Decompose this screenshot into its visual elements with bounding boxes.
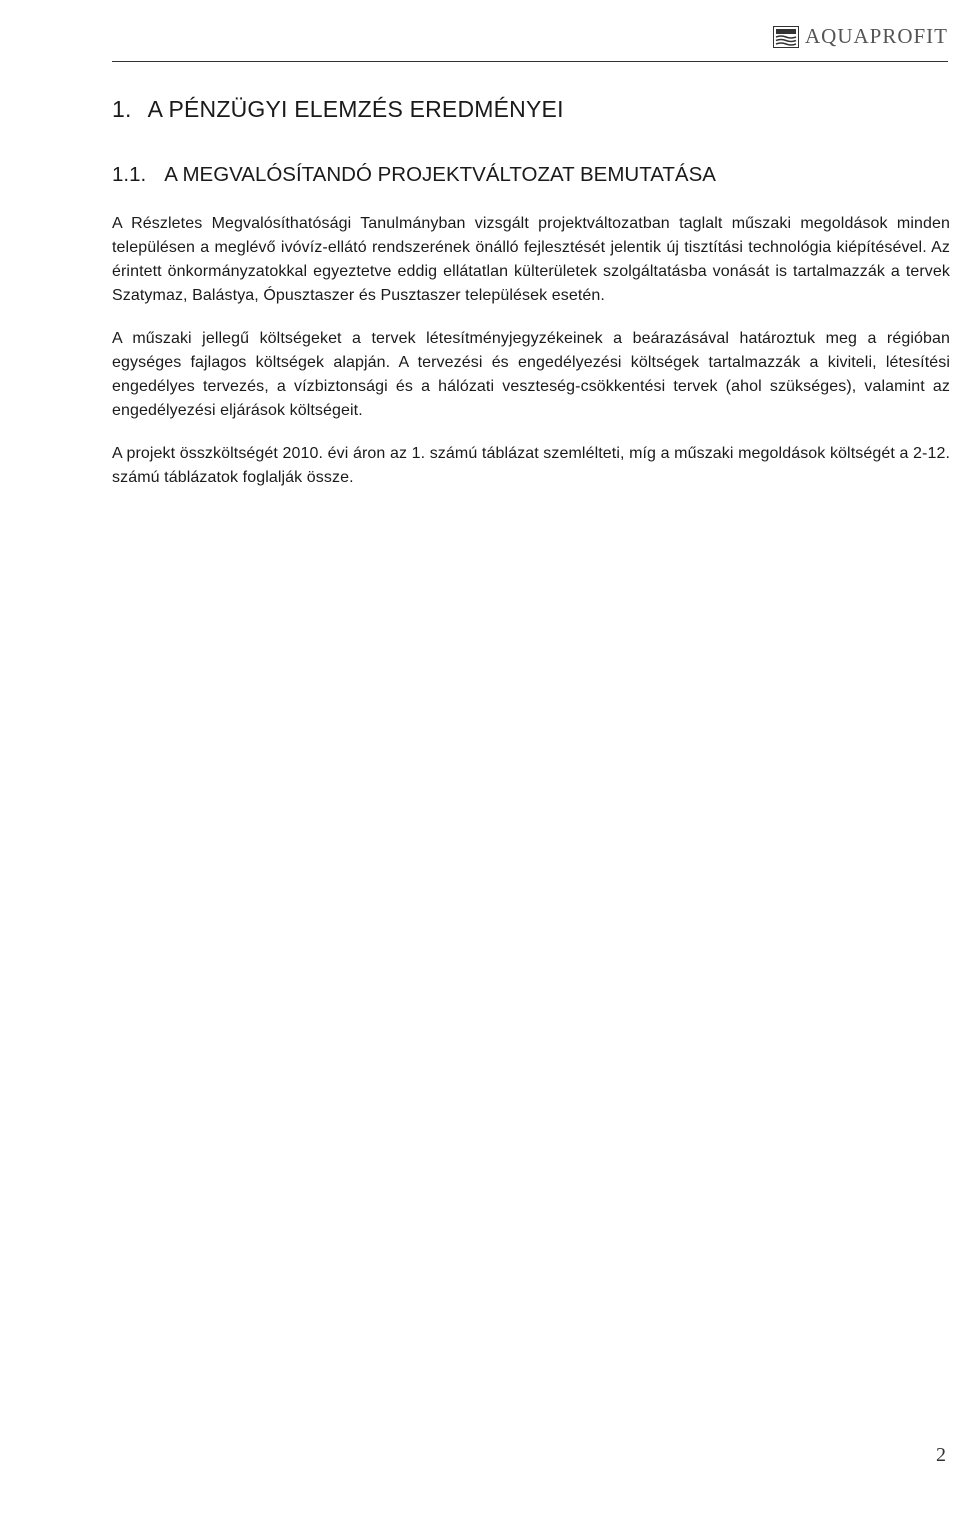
logo-text: AQUAPROFIT [804, 24, 948, 48]
subsection-heading [112, 163, 716, 187]
page-header [0, 0, 960, 70]
paragraph: A projekt összköltségét 2010. évi áron az 1. számú táblázat szemlélteti, míg a műszaki megoldások költségét a 2-12. számú táblázatok foglalják össze. [112, 445, 950, 486]
paragraph: A műszaki jellegű költségeket a tervek létesítményjegyzékeinek a beárazásával határoztuk meg a régióban egységes fajlagos költségek alapján. A tervezési és engedélyezési költségek tartalmazzák a kiviteli, létesítési engedélyes tervezés, a vízbiztonsági és a hálózati veszteség-csökkentési tervek (ahol szükséges), valamint az engedélyezési eljárások költségeit. [112, 330, 950, 419]
aquaprofit-logo-icon [773, 26, 799, 48]
company-logo [773, 24, 948, 49]
subsection-number: 1.1. [112, 163, 147, 186]
section-heading [112, 96, 564, 123]
subsection-title: A MEGVALÓSÍTANDÓ PROJEKTVÁLTOZAT BEMUTATÁSA [164, 163, 716, 186]
body-text [112, 212, 950, 509]
header-divider [112, 61, 948, 62]
section-title: A PÉNZÜGYI ELEMZÉS EREDMÉNYEI [147, 96, 564, 122]
paragraph: A Részletes Megvalósíthatósági Tanulmányban vizsgált projektváltozatban taglalt műszaki megoldások minden településen a meglévő ivóvíz-ellátó rendszerének önálló fejlesztését jelentik új tisztítási technológia kiépítésével. Az érintett önkormányzatokkal egyeztetve eddig ellátatlan külterületek szolgáltatásba vonását is tartalmazzák a tervek Szatymaz, Balástya, Ópusztaszer és Pusztaszer települések esetén. [112, 215, 950, 304]
page-number: 2 [936, 1444, 946, 1466]
section-number: 1. [112, 96, 132, 122]
